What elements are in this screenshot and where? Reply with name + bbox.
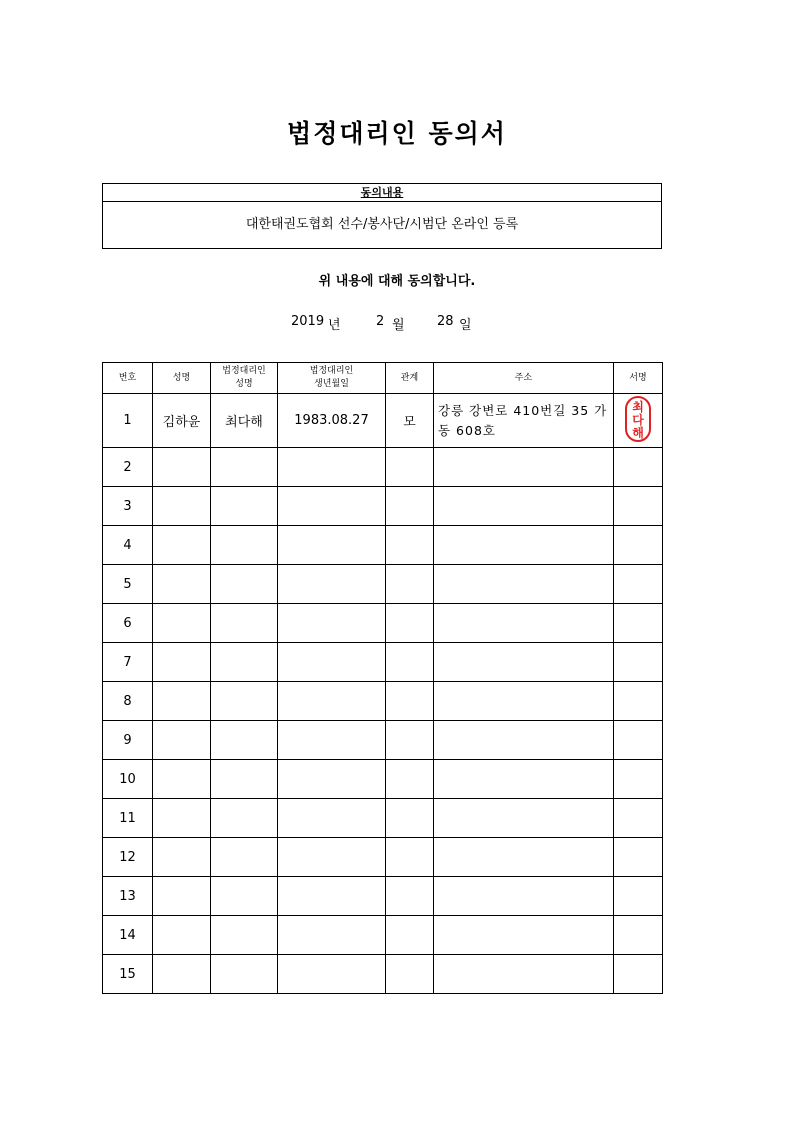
signature-seal-image [625, 396, 651, 442]
cell-no: 10 [103, 760, 153, 799]
cell-guardian-birth: 1983.08.27 [278, 394, 386, 448]
cell-name [153, 799, 211, 838]
cell-name [153, 877, 211, 916]
cell-guardian-birth [278, 526, 386, 565]
consent-body: 대한태권도협회 선수/봉사단/시범단 온라인 등록 [245, 217, 519, 232]
table-header-row [103, 363, 663, 394]
table-row [103, 760, 663, 799]
cell-guardian-birth [278, 565, 386, 604]
cell-signature [614, 721, 663, 760]
svg-text:해: 해 [632, 425, 644, 440]
table-row [103, 448, 663, 487]
cell-address [434, 721, 614, 760]
svg-text:다: 다 [632, 412, 644, 427]
cell-guardian-birth [278, 838, 386, 877]
cell-no: 14 [103, 916, 153, 955]
cell-signature [614, 682, 663, 721]
header-guardian-birth-line2: 생년월일 [314, 379, 349, 389]
table-row [103, 487, 663, 526]
cell-relation [386, 721, 434, 760]
consent-header [103, 184, 661, 202]
cell-signature [614, 448, 663, 487]
cell-signature [614, 799, 663, 838]
header-guardian-name-line2: 성명 [235, 379, 253, 389]
cell-name [153, 955, 211, 994]
consent-header-label: 동의내용 [360, 186, 404, 199]
registration-table [102, 362, 663, 994]
header-no: 번호 [103, 363, 153, 394]
header-relation: 관계 [386, 363, 434, 394]
header-guardian-birth [278, 363, 386, 394]
cell-no: 13 [103, 877, 153, 916]
cell-guardian-name [211, 721, 278, 760]
table-row [103, 526, 663, 565]
cell-relation [386, 565, 434, 604]
cell-address: 강릉 강변로 410번길 35 가동 608호 [434, 394, 614, 448]
cell-guardian-name [211, 799, 278, 838]
cell-address [434, 682, 614, 721]
cell-guardian-birth [278, 448, 386, 487]
cell-guardian-name [211, 448, 278, 487]
cell-name [153, 487, 211, 526]
cell-address [434, 565, 614, 604]
svg-text:최: 최 [632, 399, 644, 414]
cell-no: 11 [103, 799, 153, 838]
date-month: 2 [376, 314, 385, 329]
cell-signature [614, 760, 663, 799]
cell-signature [614, 916, 663, 955]
header-guardian-birth-line1: 법정대리인 [309, 366, 354, 376]
cell-address [434, 760, 614, 799]
cell-no: 15 [103, 955, 153, 994]
table-row [103, 955, 663, 994]
cell-address [434, 487, 614, 526]
cell-no: 7 [103, 643, 153, 682]
cell-guardian-birth [278, 604, 386, 643]
header-name: 성명 [153, 363, 211, 394]
header-guardian-name-line1: 법정대리인 [222, 366, 266, 376]
cell-name [153, 682, 211, 721]
cell-relation [386, 682, 434, 721]
cell-guardian-birth [278, 877, 386, 916]
cell-relation [386, 760, 434, 799]
cell-name [153, 643, 211, 682]
cell-address [434, 955, 614, 994]
date-year-unit: 년 [328, 318, 341, 333]
cell-no: 4 [103, 526, 153, 565]
cell-no: 3 [103, 487, 153, 526]
cell-guardian-name [211, 565, 278, 604]
date-month-unit: 월 [392, 318, 405, 333]
cell-guardian-name [211, 604, 278, 643]
header-address: 주소 [434, 363, 614, 394]
cell-name [153, 760, 211, 799]
cell-relation [386, 916, 434, 955]
cell-signature [614, 955, 663, 994]
cell-address [434, 838, 614, 877]
cell-guardian-name [211, 682, 278, 721]
cell-name [153, 838, 211, 877]
cell-guardian-birth [278, 955, 386, 994]
cell-name [153, 916, 211, 955]
cell-no: 12 [103, 838, 153, 877]
cell-name: 김하윤 [153, 394, 211, 448]
cell-name [153, 721, 211, 760]
cell-guardian-name: 최다해 [211, 394, 278, 448]
table-row [103, 877, 663, 916]
cell-name [153, 526, 211, 565]
cell-signature [614, 526, 663, 565]
cell-no: 8 [103, 682, 153, 721]
cell-relation [386, 604, 434, 643]
cell-guardian-name [211, 916, 278, 955]
agree-statement: 위 내용에 대해 동의합니다. [318, 274, 476, 289]
header-signature: 서명 [614, 363, 663, 394]
date-day: 28 [437, 314, 454, 329]
header-guardian-name [211, 363, 278, 394]
cell-guardian-name [211, 838, 278, 877]
cell-address [434, 526, 614, 565]
cell-guardian-birth [278, 682, 386, 721]
cell-guardian-name [211, 526, 278, 565]
cell-guardian-birth [278, 916, 386, 955]
cell-guardian-birth [278, 487, 386, 526]
cell-guardian-name [211, 877, 278, 916]
table-row [103, 643, 663, 682]
cell-guardian-name [211, 760, 278, 799]
table-row [103, 799, 663, 838]
table-row [103, 604, 663, 643]
cell-no: 1 [103, 394, 153, 448]
cell-relation [386, 487, 434, 526]
cell-no: 6 [103, 604, 153, 643]
table-row [103, 394, 663, 448]
cell-relation [386, 643, 434, 682]
cell-no: 2 [103, 448, 153, 487]
cell-relation [386, 877, 434, 916]
cell-relation [386, 526, 434, 565]
cell-address [434, 799, 614, 838]
cell-guardian-name [211, 643, 278, 682]
cell-relation [386, 838, 434, 877]
cell-relation: 모 [386, 394, 434, 448]
cell-guardian-birth [278, 721, 386, 760]
cell-address [434, 877, 614, 916]
consent-box [102, 183, 662, 249]
cell-no: 9 [103, 721, 153, 760]
cell-address [434, 643, 614, 682]
cell-relation [386, 448, 434, 487]
table-row [103, 721, 663, 760]
document-title: 법정대리인 동의서 [287, 119, 507, 148]
cell-guardian-name [211, 955, 278, 994]
cell-address [434, 916, 614, 955]
cell-signature [614, 643, 663, 682]
cell-guardian-name [211, 487, 278, 526]
cell-signature [614, 487, 663, 526]
date-year: 2019 [291, 314, 325, 329]
cell-name [153, 604, 211, 643]
cell-signature [614, 838, 663, 877]
table-row [103, 565, 663, 604]
cell-signature [614, 877, 663, 916]
cell-signature [614, 565, 663, 604]
table-row [103, 682, 663, 721]
table-row [103, 838, 663, 877]
cell-relation [386, 955, 434, 994]
cell-address [434, 448, 614, 487]
table-row [103, 916, 663, 955]
date-day-unit: 일 [459, 318, 472, 333]
cell-name [153, 565, 211, 604]
cell-name [153, 448, 211, 487]
cell-relation [386, 799, 434, 838]
cell-guardian-birth [278, 643, 386, 682]
cell-signature [614, 394, 663, 448]
cell-guardian-birth [278, 799, 386, 838]
cell-guardian-birth [278, 760, 386, 799]
cell-signature [614, 604, 663, 643]
cell-address [434, 604, 614, 643]
cell-no: 5 [103, 565, 153, 604]
